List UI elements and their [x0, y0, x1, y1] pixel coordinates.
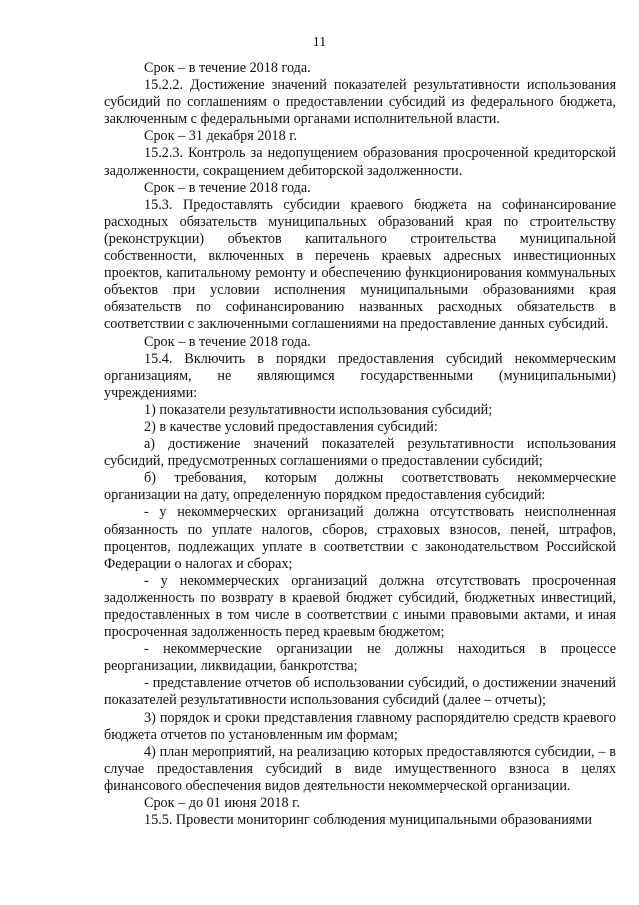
item-15-5: 15.5. Провести мониторинг соблюдения муниципальными образованиями [144, 812, 592, 829]
subitem-2a: а) достижение значений показателей результативности использования субсидий, предусмотренных соглашениями о предоставлении субсидий; [104, 436, 616, 470]
deadline-dec-31: Срок – 31 декабря 2018 г. [144, 128, 298, 145]
document-body [104, 60, 616, 829]
subitem-2b: б) требования, которым должны соответствовать некоммерческие организации на дату, определенную порядком предоставления субсидий: [104, 470, 616, 504]
subitem-2: 2) в качестве условий предоставления субсидий: [144, 418, 438, 435]
deadline-2018: Срок – в течение 2018 года. [144, 60, 311, 76]
page-number: 11 [312, 35, 327, 50]
item-15-2-2: 15.2.2. Достижение значений показателей результативности использования субсидий по соглашениям о предоставлении субсидий из федерального бюджета, заключенным с федеральными органами исполнительной власти. [104, 77, 616, 128]
requirement-debt: - у некоммерческих организаций должна отсутствовать просроченная задолженность по возврату в краевой бюджет субсидий, бюджетных инвестиций, предоставленных в том числе в соответствии с иными правовыми актами, и иная просроченная задолженность перед краевым бюджетом; [104, 572, 616, 641]
item-15-4: 15.4. Включить в порядки предоставления субсидий некоммерческим организациям, не являющимся государственными (муниципальными) учреждениями: [104, 350, 616, 401]
deadline-june-01: Срок – до 01 июня 2018 г. [144, 795, 300, 812]
requirement-reorganization: - некоммерческие организации не должны находиться в процессе реорганизации, ликвидации, банкротства; [104, 641, 616, 675]
item-15-2-3: 15.2.3. Контроль за недопущением образования просроченной кредиторской задолженности, сокращением дебиторской задолженности. [104, 145, 616, 179]
requirement-reports: - представление отчетов об использовании субсидий, о достижении значений показателей результативности использования субсидий (далее – отчеты); [104, 675, 616, 709]
deadline-2018: Срок – в течение 2018 года. [144, 333, 311, 350]
deadline-2018: Срок – в течение 2018 года. [144, 179, 311, 196]
subitem-4: 4) план мероприятий, на реализацию которых предоставляются субсидии, – в случае предоставления субсидий в виде имущественного взноса в целях финансового обеспечения видов деятельности некоммерческой организации. [104, 743, 616, 794]
item-15-3: 15.3. Предоставлять субсидии краевого бюджета на софинансирование расходных обязательств муниципальных образований края по строительству (реконструкции) объектов капитального строительства муниципальной собственности, включенных в перечень краевых адресных инвестиционных проектов, капитальному ремонту и обеспечению функционирования коммунальных объектов при условии исполнения муниципальными образованиями края обязательств по софинансированию названных расходных обязательств в соответствии с заключенными соглашениями на предоставление данных субсидий. [104, 196, 616, 333]
requirement-taxes: - у некоммерческих организаций должна отсутствовать неисполненная обязанность по уплате налогов, сборов, страховых взносов, пеней, штрафов, процентов, подлежащих уплате в соответствии с законодательством Российской Федерации о налогах и сборах; [104, 504, 616, 572]
subitem-1: 1) показатели результативности использования субсидий; [144, 401, 493, 418]
subitem-3: 3) порядок и сроки представления главному распорядителю средств краевого бюджета отчетов по установленным им формам; [104, 709, 616, 743]
